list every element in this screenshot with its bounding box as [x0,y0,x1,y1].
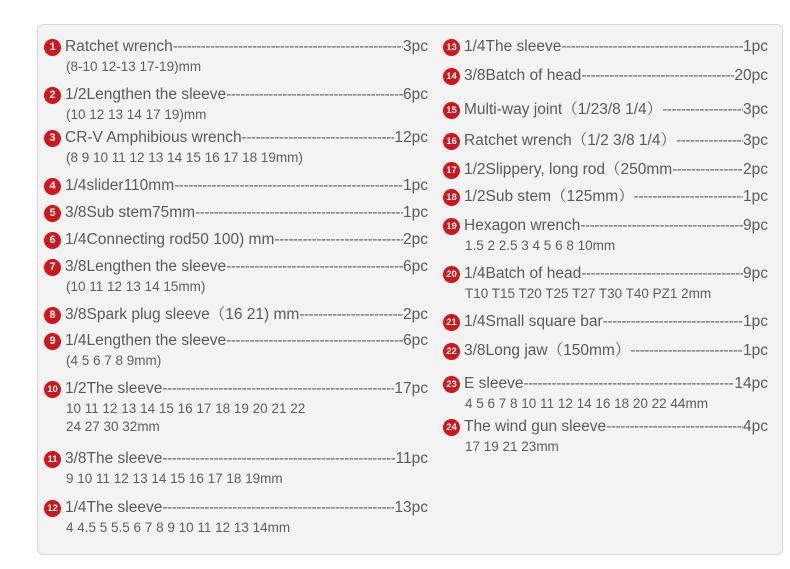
item-number-badge: 20 [443,266,460,283]
list-item [443,65,768,87]
item-number-badge: 17 [443,162,460,179]
item-line [443,263,768,285]
item-quantity: 3pc [743,101,768,118]
list-item [44,202,428,224]
dotted-leader [274,229,403,251]
item-line [443,340,768,362]
item-quantity: 6pc [403,258,428,275]
item-number-badge: 1 [44,39,61,56]
list-item [44,127,428,167]
item-number-badge: 2 [44,87,61,104]
dotted-leader [603,311,743,333]
dotted-leader [606,416,743,438]
item-quantity: 6pc [403,332,428,349]
item-size-list: (10 11 12 13 14 15mm) [66,279,206,294]
item-name: Hexagon wrench [464,217,581,234]
item-size-list: 1.5 2 2.5 3 4 5 6 8 10mm [465,238,616,253]
item-line [44,175,428,197]
dotted-leader [162,448,395,470]
item-line [443,159,768,181]
list-item [443,36,768,58]
item-line [443,373,768,395]
item-number-badge: 6 [44,232,61,249]
dotted-leader [174,175,403,197]
item-quantity: 1pc [403,204,428,221]
list-item [44,229,428,251]
list-item [443,373,768,413]
item-name: CR-V Amphibious wrench [65,129,242,146]
item-size-list: 4 4.5 5 5.5 6 7 8 9 10 11 12 13 14mm [66,520,291,535]
list-item [44,497,428,537]
dotted-leader [173,36,403,58]
list-item [443,215,768,255]
item-name: 3/8Batch of head [464,67,582,84]
item-size-list: 17 19 21 23mm [465,439,559,454]
item-name: 3/8The sleeve [65,450,163,467]
list-item [443,263,768,303]
dotted-leader [299,304,403,326]
item-name: The wind gun sleeve [464,418,607,435]
item-quantity: 3pc [403,38,428,55]
list-item [44,448,428,488]
list-item [44,175,428,197]
list-item [443,159,768,181]
item-quantity: 9pc [743,265,768,282]
item-name: 1/2Sub stem（125mm） [464,188,634,205]
item-name: 1/2The sleeve [65,380,163,397]
dotted-leader [226,330,403,352]
item-line [443,65,768,87]
item-name: 1/2Lengthen the sleeve [65,86,227,103]
dotted-leader [195,202,403,224]
item-name: 1/4Lengthen the sleeve [65,332,227,349]
item-number-badge: 4 [44,178,61,195]
item-quantity: 12pc [394,129,428,146]
item-number-badge: 7 [44,259,61,276]
item-line [44,84,428,106]
item-number-badge: 15 [443,102,460,119]
list-item [443,186,768,208]
item-quantity: 2pc [743,161,768,178]
item-quantity: 6pc [403,86,428,103]
item-name: E sleeve [464,375,524,392]
item-number-badge: 9 [44,333,61,350]
item-line [44,304,428,326]
item-name: 3/8Long jaw（150mm） [464,342,631,359]
item-number-badge: 23 [443,376,460,393]
item-number-badge: 5 [44,205,61,222]
item-number-badge: 21 [443,314,460,331]
dotted-leader [662,99,743,121]
item-number-badge: 14 [443,68,460,85]
item-quantity: 1pc [743,38,768,55]
item-name: Ratchet wrench（1/2 3/8 1/4） [464,132,676,149]
item-line [44,497,428,519]
item-name: 3/8Sub stem75mm [65,204,196,221]
item-quantity: 1pc [743,313,768,330]
list-item [44,330,428,370]
item-line [443,130,768,152]
list-item [443,416,768,456]
item-line [44,202,428,224]
list-item [443,340,768,362]
item-quantity: 13pc [394,499,428,516]
item-number-badge: 12 [44,500,61,517]
item-size-list: (8 9 10 11 12 13 14 15 16 17 18 19mm) [66,150,303,165]
item-line [44,330,428,352]
list-item [44,36,428,76]
item-name: Multi-way joint（1/23/8 1/4） [464,101,663,118]
dotted-leader [676,130,743,152]
dotted-leader [580,215,743,237]
item-name: Ratchet wrench [65,38,173,55]
item-name: 3/8Spark plug sleeve（16 21) mm [65,306,300,323]
item-number-badge: 13 [443,39,460,56]
dotted-leader [226,84,403,106]
item-size-list: 4 5 6 7 8 10 11 12 14 16 18 20 22 44mm [465,396,708,411]
item-line [443,416,768,438]
dotted-leader [672,159,743,181]
item-name: 1/4slider110mm [65,177,175,194]
list-item [443,99,768,121]
item-number-badge: 24 [443,419,460,436]
dotted-leader [561,36,743,58]
dotted-leader [242,127,395,149]
item-quantity: 1pc [743,342,768,359]
item-line [443,36,768,58]
dotted-leader [581,65,734,87]
item-size-list: 24 27 30 32mm [66,419,160,434]
dotted-leader [634,186,743,208]
item-quantity: 20pc [734,67,768,84]
item-line [44,36,428,58]
item-line [443,215,768,237]
list-item [44,378,428,436]
item-name: 3/8Lengthen the sleeve [65,258,227,275]
item-quantity: 3pc [743,132,768,149]
item-quantity: 11pc [395,450,428,467]
item-name: 1/4The sleeve [65,499,163,516]
dotted-leader [581,263,743,285]
item-quantity: 2pc [403,306,428,323]
item-number-badge: 19 [443,218,460,235]
item-name: 1/4Batch of head [464,265,582,282]
list-item [443,130,768,152]
item-name: 1/4Connecting rod50 100) mm [65,231,275,248]
item-number-badge: 16 [443,133,460,150]
item-quantity: 14pc [734,375,768,392]
item-name: 1/4Small square bar [464,313,603,330]
item-quantity: 9pc [743,217,768,234]
item-number-badge: 22 [443,343,460,360]
item-size-list: (4 5 6 7 8 9mm) [66,353,162,368]
item-size-list: 10 11 12 13 14 15 16 17 18 19 20 21 22 [66,401,306,416]
list-item [44,256,428,296]
item-number-badge: 18 [443,189,460,206]
item-name: 1/4The sleeve [464,38,562,55]
item-quantity: 4pc [743,418,768,435]
item-size-list: 9 10 11 12 13 14 15 16 17 18 19mm [66,471,283,486]
dotted-leader [523,373,734,395]
item-line [44,378,428,400]
item-line [44,229,428,251]
item-quantity: 1pc [743,188,768,205]
item-quantity: 2pc [403,231,428,248]
dotted-leader [226,256,403,278]
item-line [443,99,768,121]
item-size-list: (8-10 12-13 17-19)mm [66,59,202,74]
item-quantity: 1pc [403,177,428,194]
item-number-badge: 10 [44,381,61,398]
dotted-leader [630,340,743,362]
item-line [44,256,428,278]
item-number-badge: 11 [44,451,61,468]
dotted-leader [162,378,394,400]
item-number-badge: 3 [44,130,61,147]
item-line [443,311,768,333]
item-size-list: (10 12 13 14 17 19)mm [66,107,207,122]
list-item [443,311,768,333]
item-line [44,127,428,149]
dotted-leader [162,497,394,519]
item-number-badge: 8 [44,307,61,324]
list-item [44,304,428,326]
item-quantity: 17pc [394,380,428,397]
item-name: 1/2Slippery, long rod（250mm [464,161,673,178]
item-size-list: T10 T15 T20 T25 T27 T30 T40 PZ1 2mm [465,286,712,301]
item-line [44,448,428,470]
list-item [44,84,428,124]
item-line [443,186,768,208]
